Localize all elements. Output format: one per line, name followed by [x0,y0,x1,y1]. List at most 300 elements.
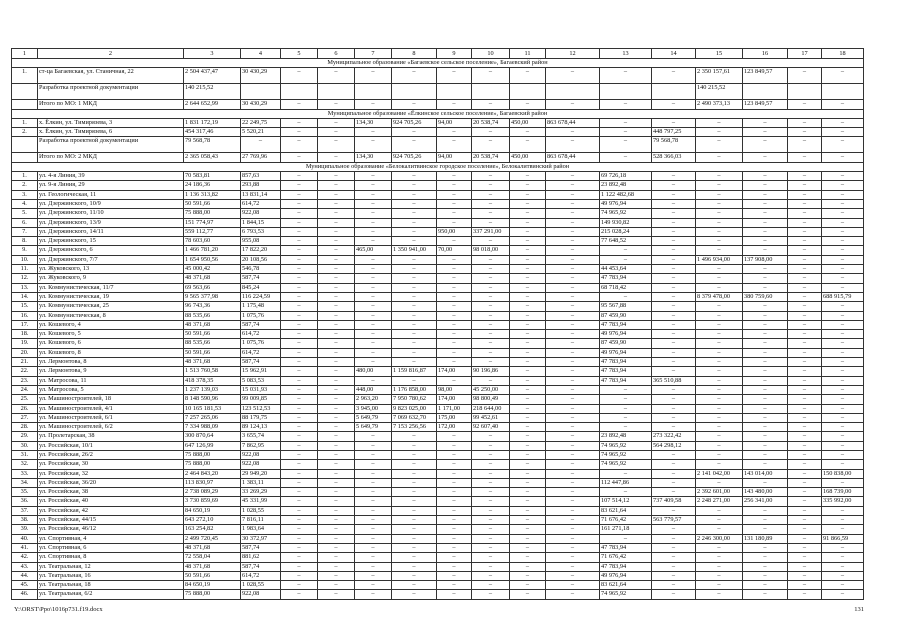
value-cell: – [472,571,510,580]
total-cost-cell: 3 730 859,69 [184,497,241,506]
value-cell: – [392,181,437,190]
value-cell: – [546,571,600,580]
address-cell: ул. Российская, 32 [38,469,184,478]
value-cell: – [472,553,510,562]
value-cell: – [318,450,355,459]
value-cell: 2 392 601,00 [696,488,743,497]
value-cell: – [822,571,864,580]
value-cell: – [743,209,788,218]
value-cell: – [510,348,546,357]
value-cell: – [355,237,392,246]
row-number-cell: 46. [12,590,38,599]
value-cell: – [241,137,281,153]
value-cell: – [743,404,788,413]
value-cell: 49 976,94 [600,330,652,339]
total-cost-cell: 2 365 058,43 [184,153,241,162]
value-cell: – [652,534,696,543]
value-cell: – [822,218,864,227]
value-cell: – [652,460,696,469]
value-cell: – [318,246,355,255]
value-cell: – [546,137,600,153]
value-cell: – [281,571,318,580]
value-cell: – [510,534,546,543]
value-cell: 174,00 [437,367,472,376]
table-row [12,516,864,525]
value-cell: 94,00 [437,153,472,162]
value-cell: – [788,320,822,329]
column-number: 14 [652,49,696,59]
value-cell: – [392,525,437,534]
value-cell: – [318,590,355,599]
value-cell: – [652,118,696,127]
value-cell: – [437,497,472,506]
value-cell: – [281,432,318,441]
value-cell: – [472,218,510,227]
value-cell: – [652,330,696,339]
value-cell: – [696,265,743,274]
value-cell: – [652,562,696,571]
value-cell: – [696,320,743,329]
value-cell: – [510,525,546,534]
value-cell: – [546,255,600,264]
value-cell: – [392,376,437,385]
value-cell: – [600,255,652,264]
value-cell: – [788,460,822,469]
value-cell: – [822,209,864,218]
value-cell: 845,24 [241,283,281,292]
value-cell: – [510,432,546,441]
value-cell: – [472,348,510,357]
value-cell: – [392,209,437,218]
value-cell: 7 153 256,56 [392,423,437,432]
value-cell: 1 844,15 [241,218,281,227]
value-cell: 94,00 [437,118,472,127]
value-cell: – [822,553,864,562]
value-cell [355,84,392,100]
value-cell: 98 018,00 [472,246,510,255]
value-cell: – [696,283,743,292]
value-cell [437,84,472,100]
value-cell: 1 028,55 [241,506,281,515]
value-cell: – [510,181,546,190]
value-cell: – [743,311,788,320]
value-cell: 70,00 [437,246,472,255]
value-cell: – [822,413,864,422]
value-cell: – [788,469,822,478]
value-cell: – [743,246,788,255]
value-cell: 448,00 [355,385,392,394]
value-cell: – [546,562,600,571]
value-cell: – [696,562,743,571]
table-row [12,311,864,320]
value-cell: – [546,525,600,534]
value-cell: – [318,128,355,137]
value-cell: – [392,432,437,441]
value-cell: – [822,302,864,311]
value-cell: – [318,283,355,292]
value-cell: – [437,199,472,208]
value-cell: – [437,265,472,274]
value-cell: – [437,376,472,385]
value-cell: – [281,441,318,450]
table-row [12,292,864,301]
value-cell: 47 783,94 [600,358,652,367]
value-cell: – [318,553,355,562]
value-cell: – [822,525,864,534]
value-cell: – [743,358,788,367]
value-cell: – [510,543,546,552]
value-cell: – [472,488,510,497]
total-cost-cell: 75 888,00 [184,460,241,469]
value-cell: 29 949,20 [241,469,281,478]
value-cell: – [546,292,600,301]
address-cell: Разработка проектной документации [38,84,184,100]
value-cell: – [281,376,318,385]
value-cell: – [472,292,510,301]
value-cell: – [281,255,318,264]
value-cell: – [472,478,510,487]
value-cell: – [510,320,546,329]
row-number-cell: 24. [12,385,38,394]
value-cell: – [652,181,696,190]
value-cell: – [510,237,546,246]
value-cell: – [355,441,392,450]
value-cell: – [281,100,318,109]
value-cell: – [743,385,788,394]
table-row [12,137,864,153]
value-cell: – [472,172,510,181]
column-number: 15 [696,49,743,59]
row-number-cell: 33. [12,469,38,478]
value-cell: – [281,181,318,190]
value-cell: – [472,265,510,274]
total-cost-cell: 48 371,68 [184,562,241,571]
table-row [12,199,864,208]
value-cell: – [355,358,392,367]
value-cell: – [510,330,546,339]
value-cell: 480,00 [355,367,392,376]
address-cell: ул. Лермонтова, 8 [38,358,184,367]
value-cell: – [318,478,355,487]
value-cell: – [437,478,472,487]
value-cell: – [822,274,864,283]
value-cell: – [318,311,355,320]
table-row [12,385,864,394]
address-cell: Итого по МО: 2 МКД [38,153,184,162]
value-cell: 1 175,48 [241,302,281,311]
row-number-cell: 22. [12,367,38,376]
value-cell: 83 621,64 [600,506,652,515]
value-cell: 30 430,29 [241,100,281,109]
value-cell: – [743,118,788,127]
value-cell: – [546,478,600,487]
column-number: 6 [318,49,355,59]
row-number-cell: 41. [12,543,38,552]
value-cell: – [696,330,743,339]
row-number-cell: 36. [12,497,38,506]
value-cell: 922,08 [241,209,281,218]
value-cell: – [652,506,696,515]
value-cell: 15 962,91 [241,367,281,376]
column-number: 9 [437,49,472,59]
address-cell: ул. Машиностроителей, 4/1 [38,404,184,413]
value-cell: 2 490 373,13 [696,100,743,109]
value-cell: – [318,581,355,590]
value-cell: – [743,181,788,190]
value-cell: – [822,562,864,571]
row-number-cell: 1. [12,118,38,127]
value-cell: – [437,128,472,137]
value-cell: – [696,376,743,385]
total-cost-cell: 1 831 172,19 [184,118,241,127]
row-number-cell: 13. [12,283,38,292]
value-cell: – [510,413,546,422]
row-number-cell: 40. [12,534,38,543]
value-cell: – [788,404,822,413]
table-row [12,423,864,432]
value-cell: – [743,218,788,227]
value-cell: – [652,469,696,478]
row-number-cell: 38. [12,516,38,525]
value-cell: 92 607,40 [472,423,510,432]
value-cell: – [281,68,318,84]
address-cell: ул. Дзержинского, 11/10 [38,209,184,218]
value-cell: – [822,478,864,487]
value-cell: – [437,209,472,218]
value-cell: 23 892,48 [600,432,652,441]
total-cost-cell: 2 464 843,20 [184,469,241,478]
value-cell: – [546,172,600,181]
value-cell: – [510,190,546,199]
value-cell: – [822,506,864,515]
row-number-cell: 27. [12,413,38,422]
value-cell: – [472,441,510,450]
value-cell: – [743,553,788,562]
value-cell: 9 823 025,00 [392,404,437,413]
value-cell: – [600,153,652,162]
value-cell: – [437,516,472,525]
municipality-section-row [12,109,864,118]
value-cell: – [281,118,318,127]
value-cell: – [696,516,743,525]
value-cell: – [281,348,318,357]
value-cell: 448 797,25 [652,128,696,137]
value-cell: – [318,199,355,208]
value-cell: – [788,209,822,218]
value-cell: – [788,274,822,283]
value-cell: – [696,246,743,255]
value-cell: 587,74 [241,543,281,552]
column-number: 17 [788,49,822,59]
address-cell: Разработка проектной документации [38,137,184,153]
value-cell: – [822,68,864,84]
value-cell: – [355,534,392,543]
value-cell [546,84,600,100]
value-cell: – [392,506,437,515]
value-cell: – [437,432,472,441]
value-cell: – [355,172,392,181]
value-cell: – [546,590,600,599]
total-cost-cell: 69 563,66 [184,283,241,292]
value-cell: – [743,128,788,137]
column-number: 7 [355,49,392,59]
value-cell: – [472,376,510,385]
value-cell: – [696,339,743,348]
value-cell: – [652,246,696,255]
value-cell: – [743,330,788,339]
value-cell: 89 124,13 [241,423,281,432]
value-cell: 68 718,42 [600,283,652,292]
value-cell: – [696,209,743,218]
value-cell [822,84,864,100]
value-cell: – [472,68,510,84]
value-cell: – [392,348,437,357]
value-cell: 47 783,94 [600,376,652,385]
value-cell: – [472,469,510,478]
value-cell: 924 705,26 [392,118,437,127]
value-cell: 15 031,93 [241,385,281,394]
table-row [12,488,864,497]
row-number-cell: 6. [12,218,38,227]
row-number-cell: 26. [12,404,38,413]
value-cell: – [437,506,472,515]
value-cell: – [437,348,472,357]
value-cell: 143 014,00 [743,469,788,478]
value-cell: – [546,534,600,543]
value-cell: – [281,237,318,246]
address-cell: ул. Дзержинского, 15 [38,237,184,246]
value-cell: – [743,432,788,441]
value-cell: – [743,581,788,590]
value-cell: – [788,118,822,127]
value-cell [743,84,788,100]
value-cell [510,84,546,100]
address-cell: Итого по МО: 1 МКД [38,100,184,109]
value-cell: 90 196,86 [472,367,510,376]
value-cell: – [437,441,472,450]
value-cell: – [392,137,437,153]
value-cell: – [355,590,392,599]
value-cell: – [652,450,696,459]
address-cell: ул. Жуковского, 9 [38,274,184,283]
value-cell: 614,72 [241,348,281,357]
address-cell: ул. Российская, 42 [38,506,184,515]
value-cell: – [696,153,743,162]
value-cell: – [696,581,743,590]
address-cell: ул. Театральная, 18 [38,581,184,590]
total-cost-cell: 2 504 437,47 [184,68,241,84]
value-cell: – [788,395,822,404]
value-cell: – [743,543,788,552]
total-cost-cell: 88 535,66 [184,311,241,320]
value-cell: – [437,450,472,459]
total-cost-cell: 1 466 781,20 [184,246,241,255]
value-cell: – [788,478,822,487]
address-cell: ул. Коммунистическая, 19 [38,292,184,301]
value-cell: – [437,302,472,311]
value-cell: – [472,543,510,552]
value-cell: – [355,562,392,571]
table-row [12,100,864,109]
value-cell: – [318,348,355,357]
value-cell: – [472,450,510,459]
value-cell: – [392,553,437,562]
value-cell: – [788,516,822,525]
value-cell: – [281,553,318,562]
value-cell: – [355,292,392,301]
value-cell: – [743,367,788,376]
table-row [12,534,864,543]
value-cell: – [355,190,392,199]
value-cell: – [652,265,696,274]
column-number: 16 [743,49,788,59]
value-cell: 2 350 157,61 [696,68,743,84]
municipality-section-row [12,59,864,68]
value-cell: – [822,172,864,181]
value-cell: – [546,227,600,236]
value-cell: – [546,581,600,590]
value-cell: 256 341,00 [743,497,788,506]
table-row [12,265,864,274]
total-cost-cell: 24 186,36 [184,181,241,190]
total-cost-cell: 300 870,64 [184,432,241,441]
value-cell: – [696,274,743,283]
address-cell: ул. Российская, 38 [38,488,184,497]
address-cell: ул. Российская, 26/2 [38,450,184,459]
value-cell: – [788,330,822,339]
value-cell: – [318,460,355,469]
value-cell: – [546,218,600,227]
row-number-cell: 39. [12,525,38,534]
total-cost-cell: 48 371,68 [184,320,241,329]
value-cell: – [355,100,392,109]
value-cell: – [743,237,788,246]
value-cell: 273 322,42 [652,432,696,441]
value-cell: – [392,543,437,552]
value-cell: – [822,311,864,320]
value-cell: 924 705,26 [392,153,437,162]
value-cell: – [788,339,822,348]
value-cell: 215 028,24 [600,227,652,236]
total-cost-cell: 48 371,68 [184,358,241,367]
row-number-cell: 32. [12,460,38,469]
value-cell: – [355,553,392,562]
value-cell: – [788,128,822,137]
address-cell: ул. Дзержинского, 13/9 [38,218,184,227]
value-cell: – [696,172,743,181]
value-cell: 69 726,18 [600,172,652,181]
municipality-title: Муниципальное образование «Багаевское сельское поселение», Багаевский район [12,59,864,68]
total-cost-cell: 50 591,66 [184,199,241,208]
value-cell: – [318,274,355,283]
row-number-cell: 7. [12,227,38,236]
value-cell: – [318,190,355,199]
value-cell: 1 983,64 [241,525,281,534]
value-cell: 77 648,52 [600,237,652,246]
value-cell: – [281,581,318,590]
value-cell: – [355,497,392,506]
value-cell: – [600,128,652,137]
value-cell: – [743,376,788,385]
value-cell: – [437,283,472,292]
value-cell: – [600,423,652,432]
value-cell: – [696,385,743,394]
value-cell: 22 249,75 [241,118,281,127]
value-cell: – [788,237,822,246]
value-cell: – [788,283,822,292]
value-cell: – [437,562,472,571]
value-cell: – [546,497,600,506]
